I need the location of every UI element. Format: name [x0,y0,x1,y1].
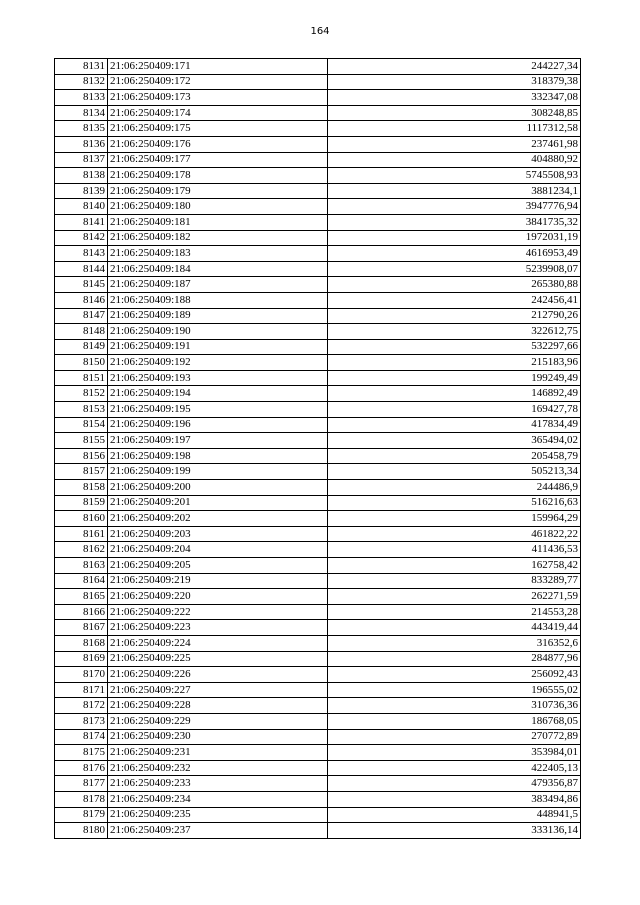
cadastral-value: 3947776,94 [328,199,581,215]
cadastral-value: 443419,44 [328,620,581,636]
cadastral-number: 21:06:250409:197 [108,433,328,449]
row-number: 8177 [55,776,108,792]
cadastral-value: 256092,43 [328,667,581,683]
row-number: 8135 [55,121,108,137]
cadastral-number: 21:06:250409:227 [108,682,328,698]
cadastral-value: 308248,85 [328,105,581,121]
table-row [55,682,581,698]
table-row [55,292,581,308]
row-number: 8147 [55,308,108,324]
cadastral-number: 21:06:250409:223 [108,620,328,636]
cadastral-number: 21:06:250409:198 [108,448,328,464]
cadastral-value: 404880,92 [328,152,581,168]
table-row [55,698,581,714]
row-number: 8161 [55,526,108,542]
cadastral-number: 21:06:250409:171 [108,59,328,75]
cadastral-number: 21:06:250409:175 [108,121,328,137]
cadastral-number: 21:06:250409:228 [108,698,328,714]
cadastral-number: 21:06:250409:176 [108,136,328,152]
table-row [55,480,581,496]
cadastral-number: 21:06:250409:202 [108,511,328,527]
table-row [55,277,581,293]
cadastral-number: 21:06:250409:200 [108,480,328,496]
cadastral-value: 833289,77 [328,573,581,589]
table-row [55,635,581,651]
table-row [55,760,581,776]
cadastral-number: 21:06:250409:196 [108,417,328,433]
cadastral-value: 383494,86 [328,791,581,807]
cadastral-value: 186768,05 [328,713,581,729]
table-row [55,573,581,589]
cadastral-value: 310736,36 [328,698,581,714]
row-number: 8158 [55,480,108,496]
table-row [55,214,581,230]
cadastral-number: 21:06:250409:174 [108,105,328,121]
row-number: 8160 [55,511,108,527]
cadastral-number: 21:06:250409:180 [108,199,328,215]
table-row [55,402,581,418]
row-number: 8178 [55,791,108,807]
cadastral-value: 270772,89 [328,729,581,745]
cadastral-value: 244227,34 [328,59,581,75]
table-row [55,791,581,807]
row-number: 8157 [55,464,108,480]
cadastral-number: 21:06:250409:193 [108,370,328,386]
cadastral-number: 21:06:250409:226 [108,667,328,683]
cadastral-number: 21:06:250409:201 [108,495,328,511]
cadastral-value: 316352,6 [328,635,581,651]
table-row [55,448,581,464]
row-number: 8170 [55,667,108,683]
table-row [55,59,581,75]
cadastral-number: 21:06:250409:179 [108,183,328,199]
cadastral-value: 214553,28 [328,604,581,620]
cadastral-number: 21:06:250409:224 [108,635,328,651]
cadastral-value: 212790,26 [328,308,581,324]
row-number: 8176 [55,760,108,776]
row-number: 8149 [55,339,108,355]
cadastral-number: 21:06:250409:199 [108,464,328,480]
table-row [55,604,581,620]
table-row [55,713,581,729]
cadastral-number: 21:06:250409:187 [108,277,328,293]
cadastral-value: 3881234,1 [328,183,581,199]
cadastral-number: 21:06:250409:194 [108,386,328,402]
table-row [55,261,581,277]
cadastral-value: 196555,02 [328,682,581,698]
table-row [55,324,581,340]
cadastral-value: 365494,02 [328,433,581,449]
cadastral-value: 461822,22 [328,526,581,542]
row-number: 8159 [55,495,108,511]
cadastral-value: 479356,87 [328,776,581,792]
table-body [55,59,581,839]
cadastral-number: 21:06:250409:183 [108,246,328,262]
row-number: 8151 [55,370,108,386]
table-row [55,729,581,745]
table-row [55,558,581,574]
row-number: 8144 [55,261,108,277]
table-row [55,370,581,386]
table-row [55,526,581,542]
cadastral-value: 353984,01 [328,745,581,761]
row-number: 8137 [55,152,108,168]
cadastral-value: 322612,75 [328,324,581,340]
table-row [55,199,581,215]
row-number: 8172 [55,698,108,714]
cadastral-number: 21:06:250409:189 [108,308,328,324]
cadastral-value: 422405,13 [328,760,581,776]
cadastral-number: 21:06:250409:219 [108,573,328,589]
table-row [55,168,581,184]
cadastral-value: 417834,49 [328,417,581,433]
cadastral-value: 1972031,19 [328,230,581,246]
row-number: 8138 [55,168,108,184]
cadastral-value: 244486,9 [328,480,581,496]
row-number: 8163 [55,558,108,574]
cadastral-number: 21:06:250409:234 [108,791,328,807]
cadastral-number: 21:06:250409:181 [108,214,328,230]
cadastral-number: 21:06:250409:225 [108,651,328,667]
cadastral-number: 21:06:250409:235 [108,807,328,823]
table-row [55,90,581,106]
cadastral-value: 4616953,49 [328,246,581,262]
table-row [55,667,581,683]
cadastral-value: 1117312,58 [328,121,581,137]
row-number: 8179 [55,807,108,823]
cadastral-number: 21:06:250409:220 [108,589,328,605]
table-row [55,620,581,636]
table-row [55,355,581,371]
row-number: 8139 [55,183,108,199]
row-number: 8154 [55,417,108,433]
page-number: 164 [310,26,330,37]
row-number: 8141 [55,214,108,230]
cadastral-number: 21:06:250409:205 [108,558,328,574]
table-row [55,105,581,121]
cadastral-value: 318379,38 [328,74,581,90]
table-row [55,776,581,792]
cadastral-number: 21:06:250409:195 [108,402,328,418]
cadastral-value: 448941,5 [328,807,581,823]
cadastral-value: 5239908,07 [328,261,581,277]
cadastral-value: 169427,78 [328,402,581,418]
cadastral-value: 411436,53 [328,542,581,558]
row-number: 8150 [55,355,108,371]
row-number: 8133 [55,90,108,106]
table-row [55,745,581,761]
table-row [55,417,581,433]
row-number: 8156 [55,448,108,464]
cadastral-value: 333136,14 [328,823,581,839]
cadastral-number: 21:06:250409:192 [108,355,328,371]
cadastral-value: 262271,59 [328,589,581,605]
cadastral-value: 237461,98 [328,136,581,152]
row-number: 8148 [55,324,108,340]
cadastral-value: 242456,41 [328,292,581,308]
table-row [55,308,581,324]
cadastral-value: 265380,88 [328,277,581,293]
row-number: 8134 [55,105,108,121]
row-number: 8162 [55,542,108,558]
table-row [55,246,581,262]
row-number: 8167 [55,620,108,636]
table-row [55,152,581,168]
cadastral-number: 21:06:250409:203 [108,526,328,542]
table-row [55,651,581,667]
row-number: 8152 [55,386,108,402]
cadastral-value: 146892,49 [328,386,581,402]
table-row [55,74,581,90]
cadastral-number: 21:06:250409:191 [108,339,328,355]
cadastral-number: 21:06:250409:229 [108,713,328,729]
table-row [55,495,581,511]
table-row [55,464,581,480]
cadastral-number: 21:06:250409:233 [108,776,328,792]
table-row [55,511,581,527]
table-row [55,136,581,152]
cadastral-number: 21:06:250409:172 [108,74,328,90]
table-row [55,230,581,246]
table-row [55,121,581,137]
cadastral-value: 516216,63 [328,495,581,511]
row-number: 8145 [55,277,108,293]
table-row [55,542,581,558]
table-row [55,183,581,199]
cadastral-value: 284877,96 [328,651,581,667]
cadastral-number: 21:06:250409:190 [108,324,328,340]
row-number: 8165 [55,589,108,605]
cadastral-number: 21:06:250409:230 [108,729,328,745]
row-number: 8173 [55,713,108,729]
cadastral-number: 21:06:250409:231 [108,745,328,761]
table-row [55,386,581,402]
cadastral-number: 21:06:250409:182 [108,230,328,246]
cadastral-number: 21:06:250409:188 [108,292,328,308]
table-row [55,339,581,355]
row-number: 8136 [55,136,108,152]
row-number: 8155 [55,433,108,449]
cadastral-value: 532297,66 [328,339,581,355]
table-row [55,807,581,823]
row-number: 8164 [55,573,108,589]
cadastral-value: 5745508,93 [328,168,581,184]
cadastral-value: 205458,79 [328,448,581,464]
cadastral-number: 21:06:250409:178 [108,168,328,184]
row-number: 8174 [55,729,108,745]
cadastral-value-table [54,58,581,839]
cadastral-number: 21:06:250409:177 [108,152,328,168]
table-row [55,433,581,449]
row-number: 8175 [55,745,108,761]
row-number: 8180 [55,823,108,839]
cadastral-number: 21:06:250409:232 [108,760,328,776]
row-number: 8168 [55,635,108,651]
row-number: 8166 [55,604,108,620]
cadastral-number: 21:06:250409:204 [108,542,328,558]
row-number: 8131 [55,59,108,75]
cadastral-value: 505213,34 [328,464,581,480]
cadastral-value: 159964,29 [328,511,581,527]
cadastral-value: 215183,96 [328,355,581,371]
cadastral-value: 199249,49 [328,370,581,386]
cadastral-value: 3841735,32 [328,214,581,230]
row-number: 8132 [55,74,108,90]
row-number: 8142 [55,230,108,246]
cadastral-value: 162758,42 [328,558,581,574]
row-number: 8171 [55,682,108,698]
row-number: 8153 [55,402,108,418]
row-number: 8143 [55,246,108,262]
row-number: 8169 [55,651,108,667]
row-number: 8146 [55,292,108,308]
cadastral-number: 21:06:250409:173 [108,90,328,106]
cadastral-number: 21:06:250409:184 [108,261,328,277]
table-row [55,823,581,839]
table-row [55,589,581,605]
row-number: 8140 [55,199,108,215]
cadastral-number: 21:06:250409:237 [108,823,328,839]
cadastral-number: 21:06:250409:222 [108,604,328,620]
cadastral-value: 332347,08 [328,90,581,106]
